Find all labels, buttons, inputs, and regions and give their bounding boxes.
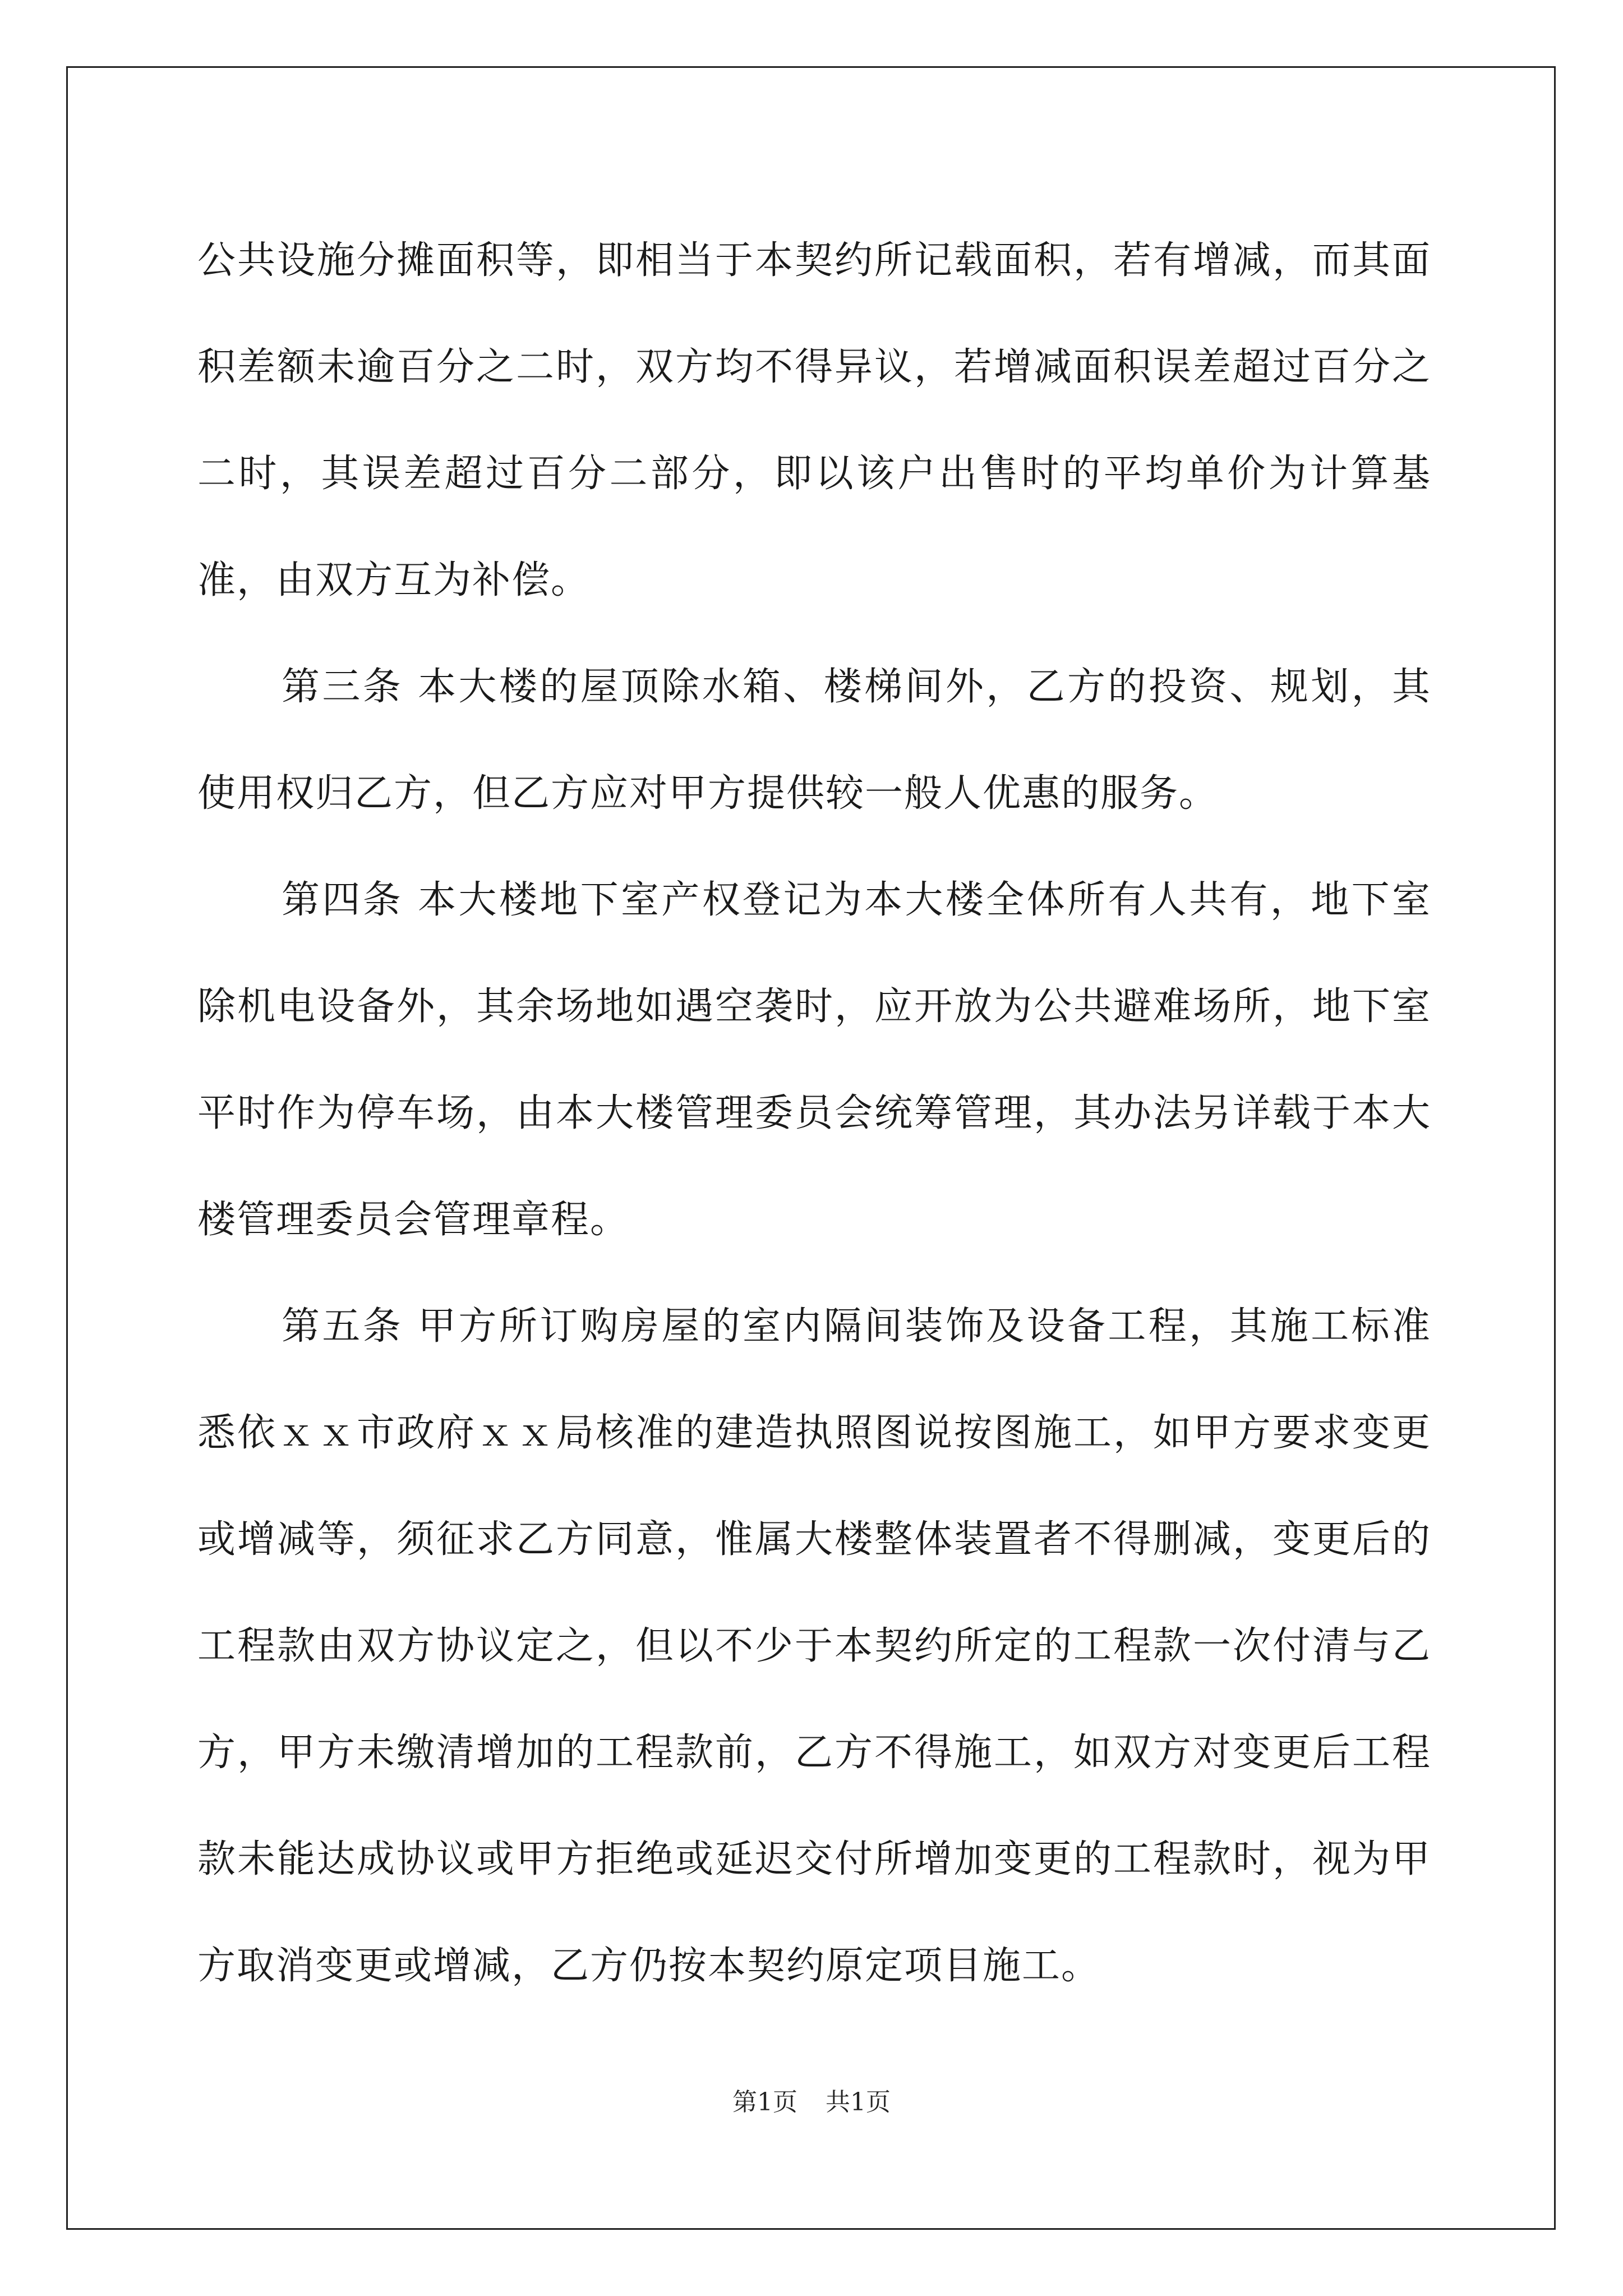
paragraph-continuation: 公共设施分摊面积等，即相当于本契约所记载面积，若有增减，而其面积差额未逾百分之二时，双方均不得异议，若增减面积误差超过百分之二时，其误差超过百分二部分，即以该户出售时的平均单价为计算基准，由双方互为补偿。 [197,238,1431,602]
document-body [197,208,1431,2019]
paragraph-article-4: 第四条 本大楼地下室产权登记为本大楼全体所有人共有，地下室除机电设备外，其余场地如遇空袭时，应开放为公共避难场所，地下室平时作为停车场，由本大楼管理委员会统筹管理，其办法另详载于本大楼管理委员会管理章程。 [197,878,1431,1242]
paragraph-article-5: 第五条 甲方所订购房屋的室内隔间装饰及设备工程，其施工标准悉依ｘｘ市政府ｘｘ局核准的建造执照图说按图施工，如甲方要求变更或增减等，须征求乙方同意，惟属大楼整体装置者不得删减，变更后的工程款由双方协议定之，但以不少于本契约所定的工程款一次付清与乙方，甲方未缴清增加的工程款前，乙方不得施工，如双方对变更后工程款未能达成协议或甲方拒绝或延迟交付所增加变更的工程款时，视为甲方取消变更或增减，乙方仍按本契约原定项目施工。 [197,1304,1431,1988]
page-total: 共1页 [826,2088,891,2116]
page-footer [0,2086,1623,2119]
paragraph-article-3: 第三条 本大楼的屋顶除水箱、楼梯间外，乙方的投资、规划，其使用权归乙方，但乙方应对甲方提供较一般人优惠的服务。 [197,665,1431,816]
page-number: 第1页 [732,2088,797,2116]
